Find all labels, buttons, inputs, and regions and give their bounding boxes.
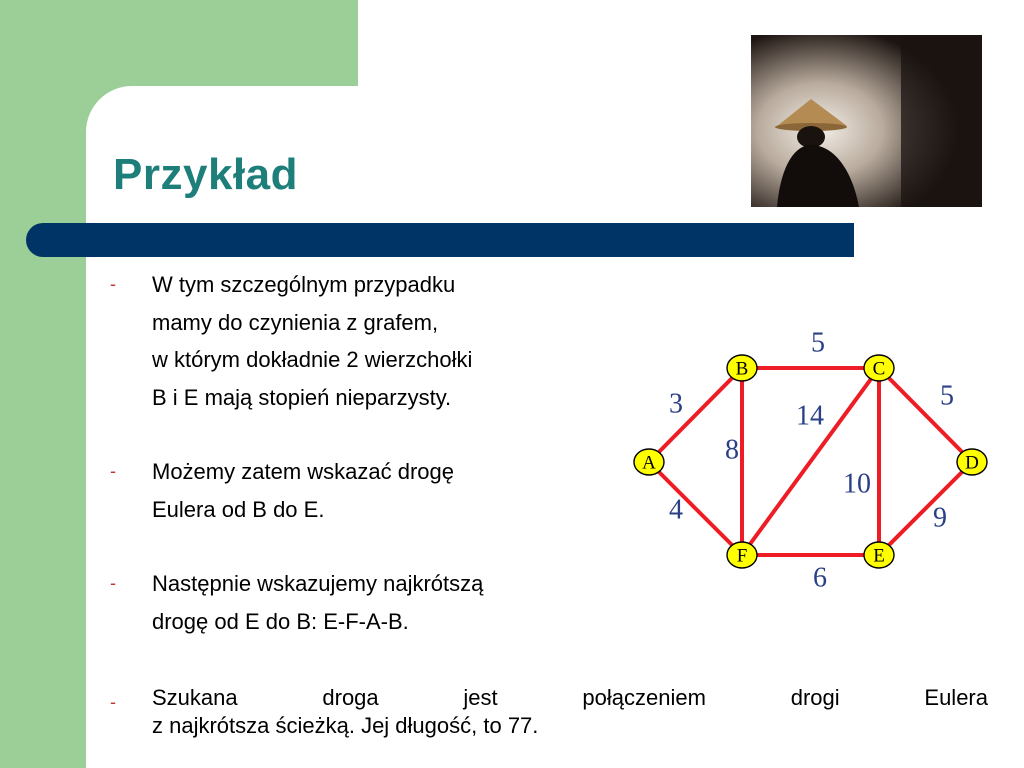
edge-d-e [879, 462, 972, 555]
bullet-line: Eulera od B do E. [152, 496, 325, 522]
bullet-marker: - [110, 692, 116, 712]
node-label: E [873, 545, 885, 567]
bullet-item [152, 453, 632, 528]
bullet-item [152, 684, 988, 740]
title-underline-bar [26, 223, 854, 257]
bullet-line: Szukana droga jest połączeniem drogi Eulera [152, 685, 988, 710]
bullet-line: drogę od E do B: E-F-A-B. [152, 608, 409, 634]
bullet-marker: - [110, 274, 116, 294]
bullet-marker: - [110, 461, 116, 481]
node-label: C [872, 358, 886, 380]
bullet-line: Możemy zatem wskazać drogę [152, 459, 454, 484]
bullet-item [152, 565, 632, 640]
node-label: F [736, 545, 748, 567]
edge-weight-b-c: 5 [811, 327, 825, 359]
node-label: B [735, 358, 749, 380]
slide-title: Przykład [113, 150, 298, 199]
bullet-line: Następnie wskazujemy najkrótszą [152, 571, 484, 596]
weighted-graph [620, 320, 1010, 600]
bullet-line: mamy do czynienia z grafem, [152, 309, 439, 335]
bullet-line: w którym dokładnie 2 wierzchołki [152, 347, 473, 372]
node-f [727, 542, 757, 568]
edge-c-d [879, 368, 972, 462]
node-label: D [965, 452, 979, 474]
bullet-marker: - [110, 573, 116, 593]
node-a [634, 449, 664, 475]
bullet-line: B i E mają stopień nieparzysty. [152, 384, 452, 410]
edge-weight-d-e: 9 [933, 502, 947, 534]
bullet-line: z najkrótsza ścieżką. Jej długość, to 77. [152, 713, 539, 738]
bullet-item [152, 266, 632, 416]
edge-weight-f-e: 6 [813, 562, 827, 594]
edge-weight-c-d: 5 [940, 380, 954, 412]
node-e [864, 542, 894, 568]
bullet-line: W tym szczególnym przypadku [152, 272, 456, 297]
edge-weight-c-e: 10 [843, 468, 871, 500]
edge-weight-a-b: 3 [669, 388, 683, 420]
node-d [957, 449, 987, 475]
edge-c-f [742, 368, 879, 555]
edge-weight-c-f: 14 [796, 400, 824, 432]
edge-weight-b-f: 8 [725, 434, 739, 466]
edge-a-f [649, 462, 742, 555]
node-c [864, 355, 894, 381]
node-label: A [642, 452, 656, 474]
node-b [727, 355, 757, 381]
person-in-conical-hat-photo [751, 35, 982, 207]
edge-weight-a-f: 4 [669, 494, 683, 526]
